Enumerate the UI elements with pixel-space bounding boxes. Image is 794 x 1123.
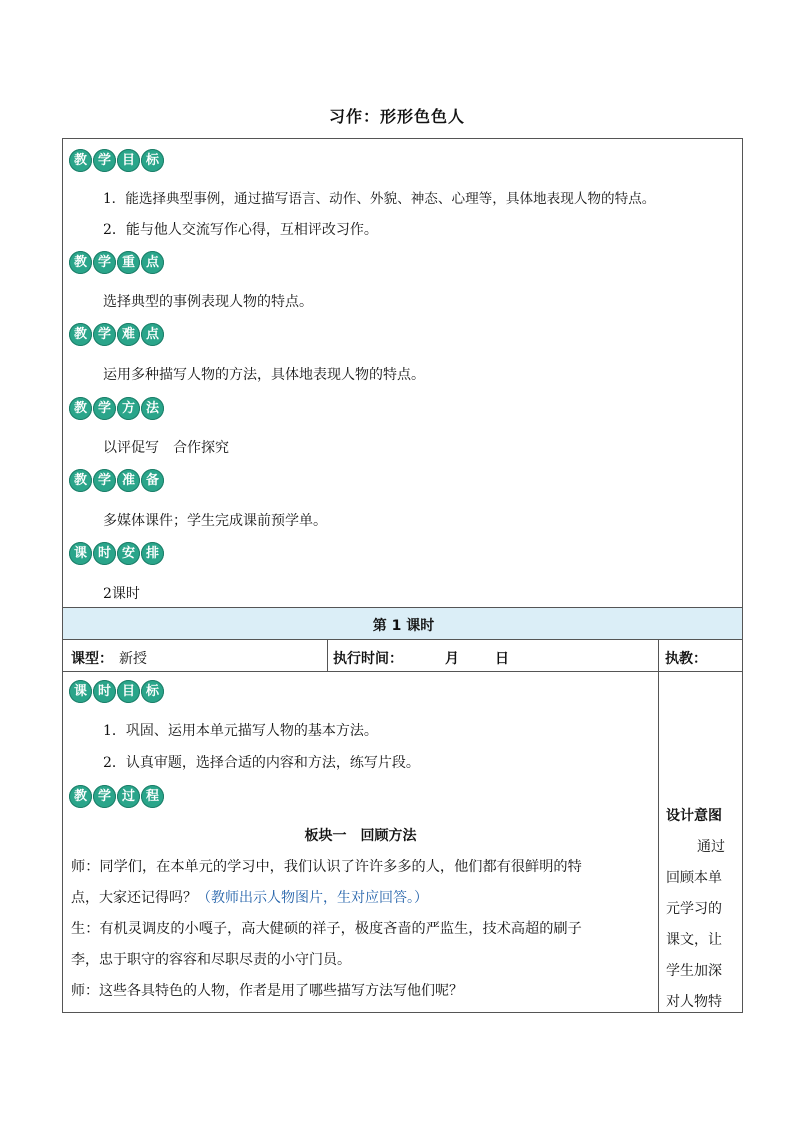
- heading-char: 目: [117, 149, 140, 172]
- difficulties-text: 运用多种描写人物的方法，具体地表现人物的特点。: [103, 367, 425, 383]
- design-intent-line: 回顾本单: [666, 870, 722, 886]
- key-points-text: 选择典型的事例表现人物的特点。: [103, 294, 313, 310]
- heading-char: 安: [117, 542, 140, 565]
- design-intent-title: 设计意图: [666, 808, 722, 824]
- heading-char: 准: [117, 469, 140, 492]
- heading-teaching-process: [69, 785, 164, 808]
- heading-char: 教: [69, 469, 92, 492]
- dialogue-text: 点，大家还记得吗？: [71, 890, 197, 906]
- methods-text: 以评促写 合作探究: [103, 440, 229, 456]
- heading-char: 法: [141, 397, 164, 420]
- heading-char: 标: [141, 149, 164, 172]
- heading-char: 重: [117, 251, 140, 274]
- exec-month: 月: [445, 651, 459, 667]
- heading-char: 教: [69, 149, 92, 172]
- heading-char: 学: [93, 397, 116, 420]
- heading-teaching-goals: [69, 149, 164, 172]
- heading-char: 课: [69, 542, 92, 565]
- lesson-type-value: 新授: [119, 651, 147, 667]
- lesson-title: 第 1 课时: [372, 618, 435, 634]
- heading-char: 教: [69, 251, 92, 274]
- block-title: 板块一 回顾方法: [304, 828, 417, 844]
- schedule-text: 2课时: [103, 586, 140, 602]
- heading-char: 时: [93, 542, 116, 565]
- exec-time-label: 执行时间：: [333, 651, 403, 667]
- divider: [327, 639, 328, 671]
- heading-char: 点: [141, 251, 164, 274]
- heading-char: 过: [117, 785, 140, 808]
- heading-char: 学: [93, 469, 116, 492]
- heading-char: 学: [93, 785, 116, 808]
- divider: [63, 639, 742, 640]
- heading-char: 目: [117, 680, 140, 703]
- dialogue-line-3: 生：有机灵调皮的小嘎子，高大健硕的祥子，极度吝啬的严监生，技术高超的刷子: [71, 921, 582, 937]
- teacher-note: （教师出示人物图片，生对应回答。）: [197, 890, 428, 906]
- lesson-type-label: 课型：: [71, 651, 113, 667]
- design-intent-line: 通过: [697, 839, 725, 855]
- lesson-goal-item-2: 2．认真审题，选择合适的内容和方法，练写片段。: [103, 755, 420, 771]
- heading-methods: [69, 397, 164, 420]
- page-title: 习作：形形色色人: [328, 107, 465, 126]
- heading-char: 学: [93, 149, 116, 172]
- divider: [63, 671, 742, 672]
- heading-difficulties: [69, 323, 164, 346]
- goal-item-1: 1．能选择典型事例，通过描写语言、动作、外貌、神态、心理等，具体地表现人物的特点。: [103, 191, 656, 207]
- heading-schedule: [69, 542, 164, 565]
- heading-char: 排: [141, 542, 164, 565]
- preparation-text: 多媒体课件；学生完成课前预学单。: [103, 513, 327, 529]
- heading-key-points: [69, 251, 164, 274]
- heading-char: 教: [69, 785, 92, 808]
- teacher-label: 执教：: [665, 651, 707, 667]
- design-intent-line: 对人物特: [666, 994, 722, 1010]
- lesson-goal-item-1: 1．巩固、运用本单元描写人物的基本方法。: [103, 723, 378, 739]
- heading-char: 标: [141, 680, 164, 703]
- heading-char: 难: [117, 323, 140, 346]
- heading-char: 点: [141, 323, 164, 346]
- heading-char: 课: [69, 680, 92, 703]
- dialogue-line-4: 李，忠于职守的容容和尽职尽责的小守门员。: [71, 952, 351, 968]
- design-intent-line: 元学习的: [666, 901, 722, 917]
- lesson-plan-table: [62, 138, 743, 1013]
- heading-char: 教: [69, 323, 92, 346]
- heading-char: 备: [141, 469, 164, 492]
- heading-char: 教: [69, 397, 92, 420]
- design-intent-line: 课文，让: [666, 932, 722, 948]
- heading-char: 学: [93, 251, 116, 274]
- heading-char: 程: [141, 785, 164, 808]
- exec-day: 日: [495, 651, 509, 667]
- divider: [658, 639, 659, 1013]
- goal-item-2: 2．能与他人交流写作心得，互相评改习作。: [103, 222, 378, 238]
- heading-char: 学: [93, 323, 116, 346]
- dialogue-line-1: 师：同学们，在本单元的学习中，我们认识了许许多多的人，他们都有很鲜明的特: [71, 859, 582, 875]
- heading-lesson-goals: [69, 680, 164, 703]
- heading-preparation: [69, 469, 164, 492]
- dialogue-line-2: [71, 887, 428, 907]
- dialogue-line-5: 师：这些各具特色的人物，作者是用了哪些描写方法写他们呢？: [71, 983, 463, 999]
- heading-char: 方: [117, 397, 140, 420]
- heading-char: 时: [93, 680, 116, 703]
- design-intent-line: 学生加深: [666, 963, 722, 979]
